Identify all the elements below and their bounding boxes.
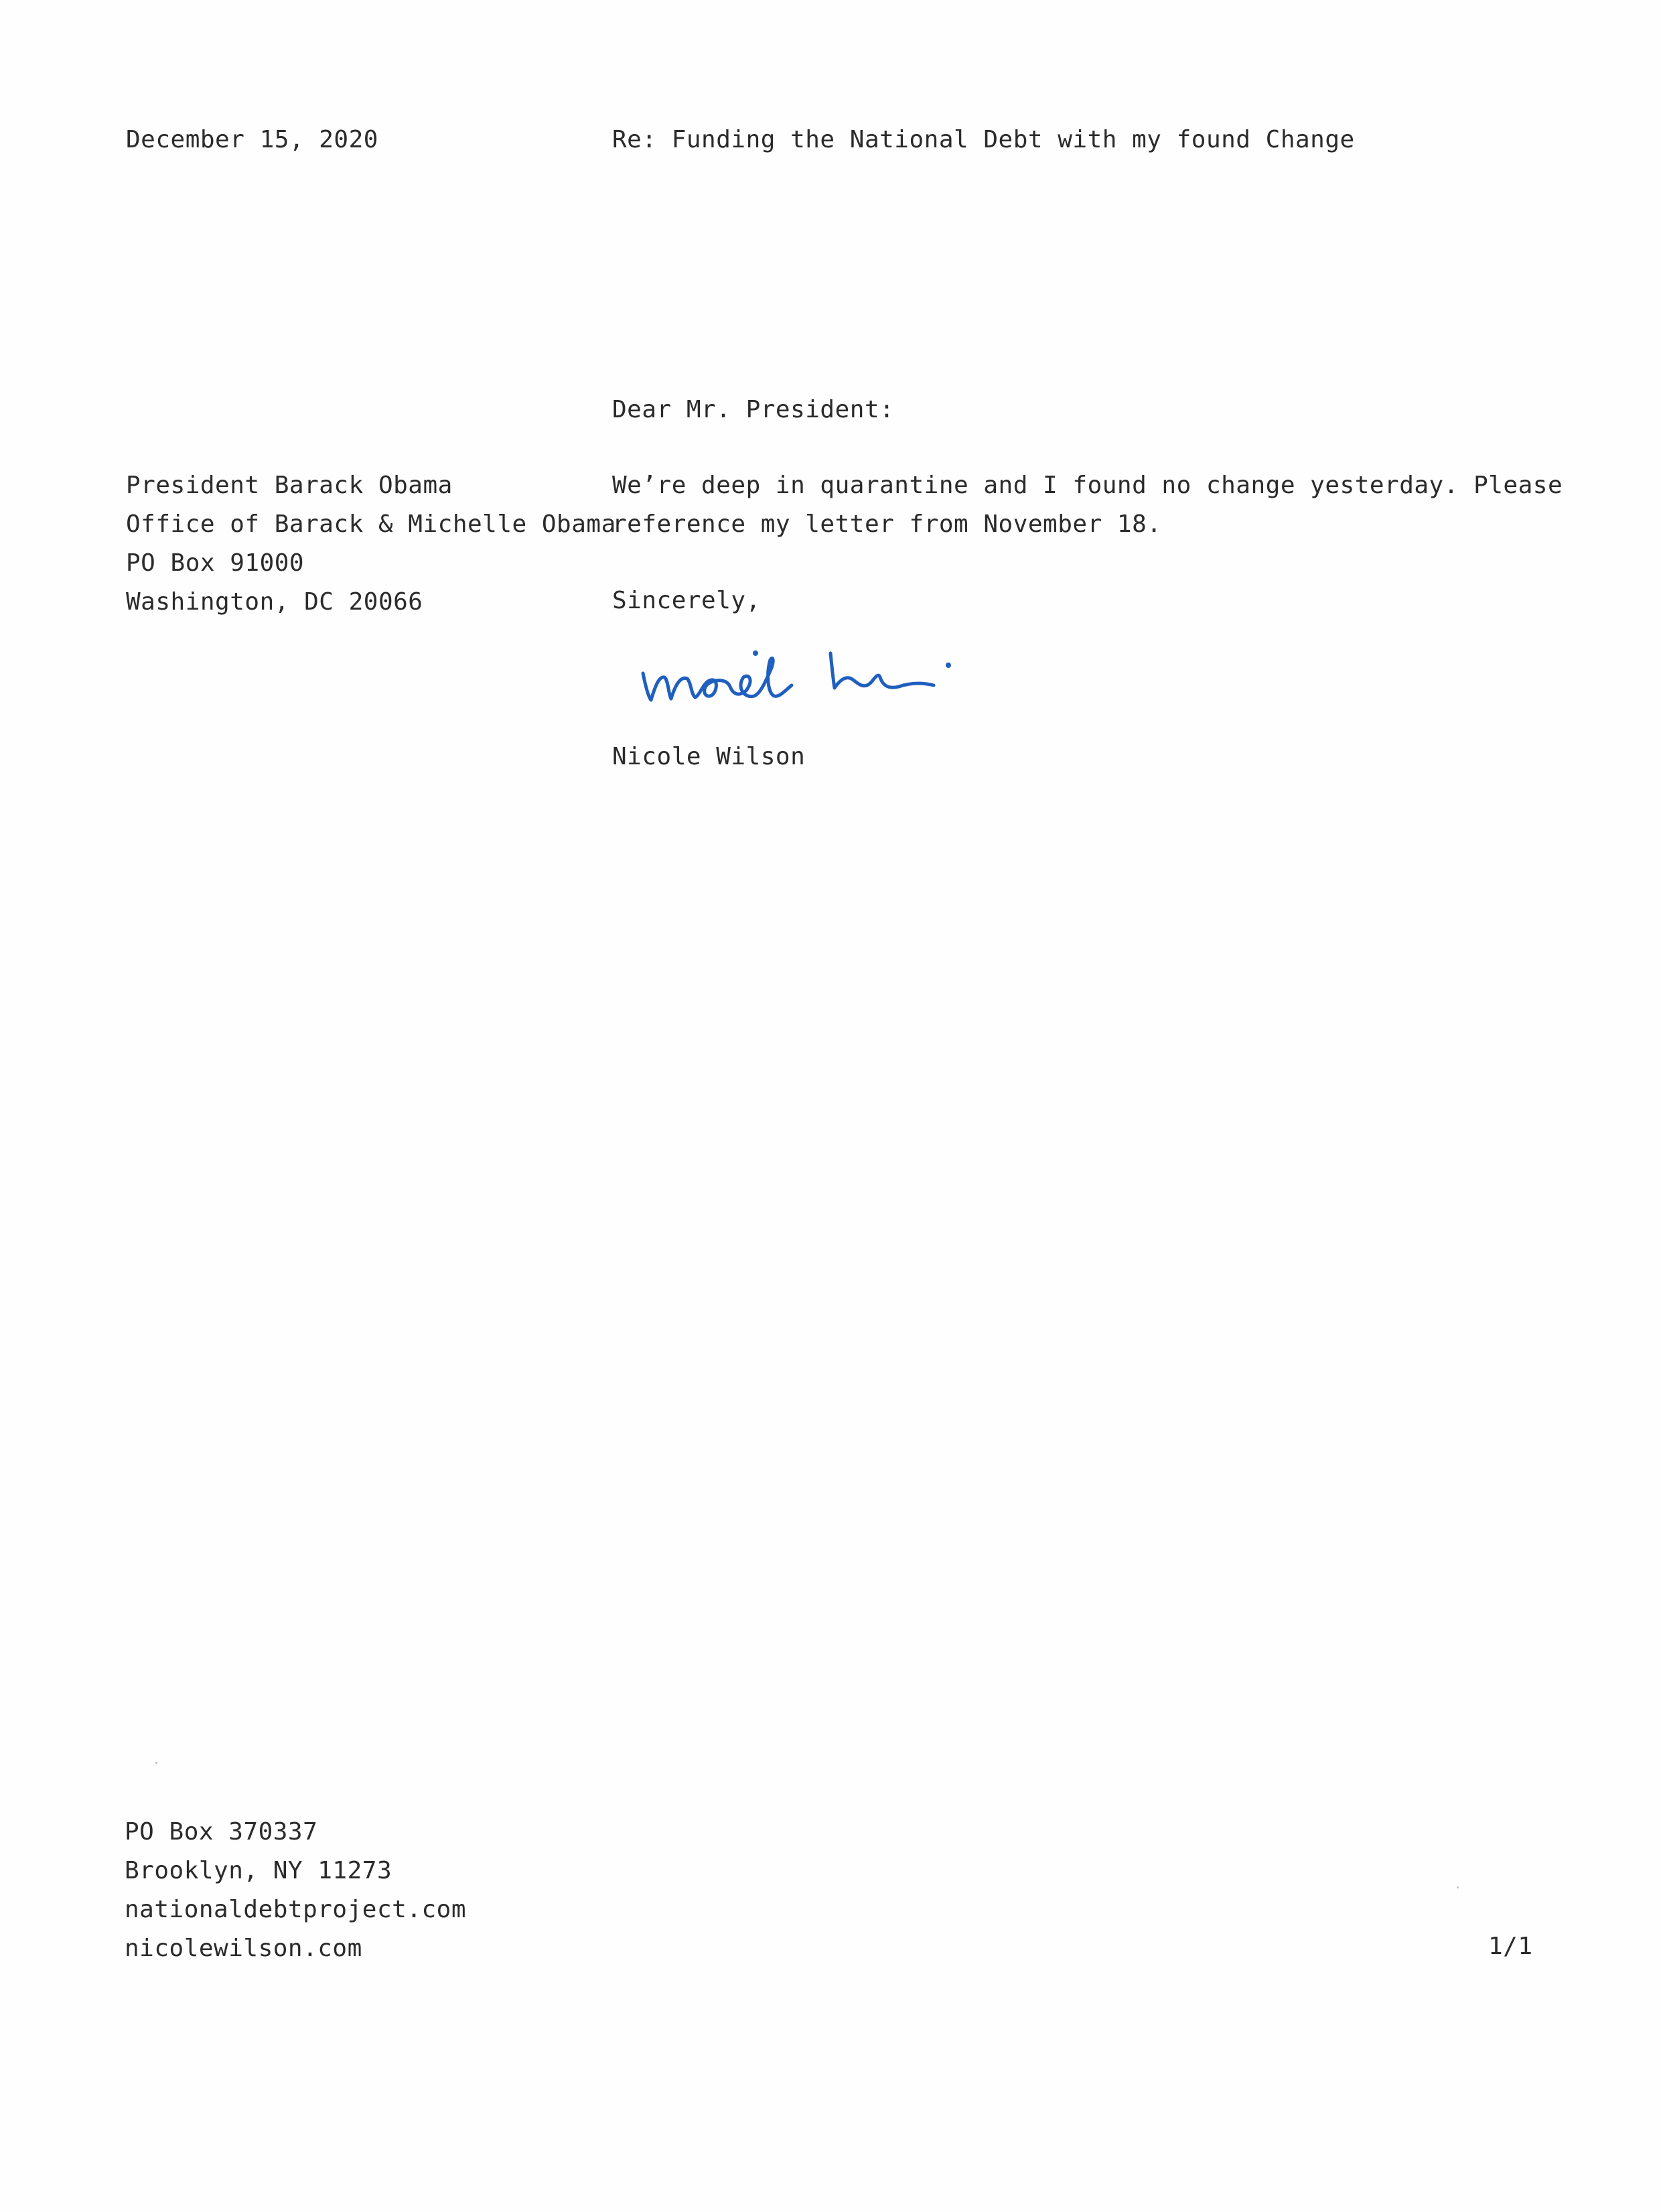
handwritten-signature [636, 633, 971, 713]
sender-line: PO Box 370337 [125, 1818, 318, 1846]
letter-greeting: Dear Mr. President: [612, 396, 895, 423]
recipient-line: Office of Barack & Michelle Obama [126, 510, 616, 538]
body-line: We’re deep in quarantine and I found no change yesterday. Please [612, 472, 1563, 499]
sender-address [125, 1813, 466, 1968]
recipient-line: PO Box 91000 [126, 549, 305, 577]
letter-body [612, 466, 1563, 544]
letter-closing: Sincerely, [612, 587, 761, 614]
paper-speck [155, 1762, 157, 1764]
recipient-line: President Barack Obama [126, 472, 453, 499]
letter-subject: Re: Funding the National Debt with my found Change [612, 126, 1355, 153]
letter-date: December 15, 2020 [126, 126, 378, 153]
recipient-address [126, 466, 616, 622]
signer-name: Nicole Wilson [612, 743, 806, 770]
body-line: reference my letter from November 18. [612, 510, 1162, 538]
sender-link[interactable]: nicolewilson.com [125, 1935, 362, 1962]
sender-line: Brooklyn, NY 11273 [125, 1857, 392, 1884]
sender-link[interactable]: nationaldebtproject.com [125, 1896, 466, 1923]
paper-speck [1457, 1886, 1459, 1888]
page-number: 1/1 [1488, 1933, 1533, 1960]
recipient-line: Washington, DC 20066 [126, 588, 423, 616]
